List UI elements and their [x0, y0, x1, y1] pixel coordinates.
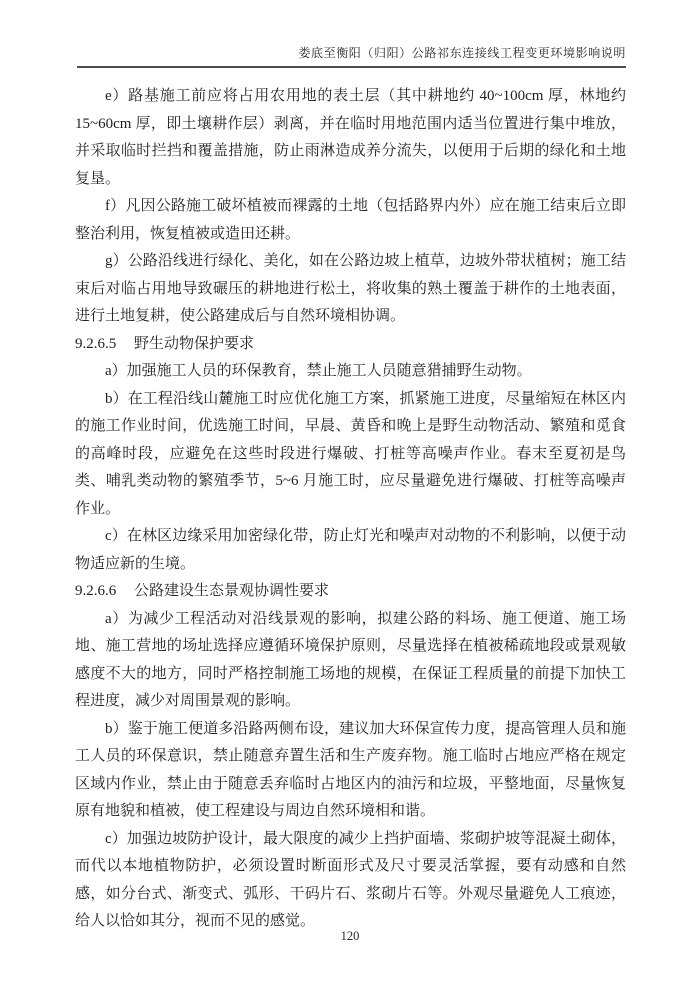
paragraph-e: e）路基施工前应将占用农用地的表土层（其中耕地约 40~100cm 厚，林地约 15~60cm 厚，即土壤耕作层）剥离，并在临时用地范围内适当位置进行集中堆放，并采取临时拦挡和覆盖措施，防止雨淋造成养分流失，以便用于后期的绿化和土地复垦。 — [75, 88, 626, 187]
paragraph-a-landscape: a）为减少工程活动对沿线景观的影响，拟建公路的料场、施工便道、施工场地、施工营地的场址选择应遵循环境保护原则，尽量选择在植被稀疏地段或景观敏感度不大的地方，同时严格控制施工场地的规模，在保证工程质量的前提下加快工程进度，减少对周围景观的影响。 — [75, 610, 626, 709]
paragraph-c-wildlife: c）在林区边缘采用加密绿化带，防止灯光和噪声对动物的不利影响，以便于动物适应新的生境。 — [75, 528, 626, 572]
page-number: 120 — [340, 929, 360, 943]
heading-9-2-6-5 — [75, 331, 626, 359]
page-footer — [0, 929, 700, 944]
page-header — [77, 44, 626, 68]
paragraph-g: g）公路沿线进行绿化、美化，如在公路边坡上植草，边坡外带状植树；施工结束后对临占用地导致碾压的耕地进行松土，将收集的熟土覆盖于耕作的土地表面，进行土地复耕，使公路建成后与自然环境相协调。 — [75, 253, 626, 324]
document-body — [75, 83, 626, 936]
paragraph-f: f）凡因公路施工破坏植被而裸露的土地（包括路界内外）应在施工结束后立即整治利用，恢复植被或造田还耕。 — [75, 198, 626, 242]
paragraph-a-wildlife: a）加强施工人员的环保教育，禁止施工人员随意猎捕野生动物。 — [105, 363, 532, 379]
paragraph-c-landscape: c）加强边坡防护设计，最大限度的减少上挡护面墙、浆砌护坡等混凝土砌体，而代以本地植物防护，必须设置时断面形式及尺寸要灵活掌握，要有动感和自然感，如分台式、渐变式、弧形、干码片石、浆砌片石等。外观尽量避免人工痕迹，给人以恰如其分，视而不见的感觉。 — [75, 830, 626, 929]
heading-9-2-6-6 — [75, 578, 626, 606]
heading-title: 公路建设生态景观协调性要求 — [134, 583, 330, 599]
heading-number: 9.2.6.5 — [75, 335, 117, 352]
paragraph-b-wildlife: b）在工程沿线山麓施工时应优化施工方案，抓紧施工进度，尽量缩短在林区内的施工作业时间，优选施工时间，早晨、黄昏和晚上是野生动物活动、繁殖和觅食的高峰时段，应避免在这些时段进行爆破、打桩等高噪声作业。春末至夏初是鸟类、哺乳类动物的繁殖季节，5~6 月施工时，应尽量避免进行爆破、打桩等高噪声作业。 — [75, 390, 626, 517]
paragraph-b-landscape: b）鉴于施工便道多沿路两侧布设，建议加大环保宣传力度，提高管理人员和施工人员的环保意识，禁止随意弃置生活和生产废弃物。施工临时占地应严格在规定区域内作业，禁止由于随意丢弃临时占地区内的油污和垃圾，平整地面，尽量恢复原有地貌和植被，使工程建设与周边自然环境相和谐。 — [75, 720, 626, 819]
header-title: 娄底至衡阳（归阳）公路祁东连接线工程变更环境影响说明 — [298, 46, 626, 60]
heading-number: 9.2.6.6 — [75, 583, 117, 599]
heading-title: 野生动物保护要求 — [134, 335, 255, 352]
